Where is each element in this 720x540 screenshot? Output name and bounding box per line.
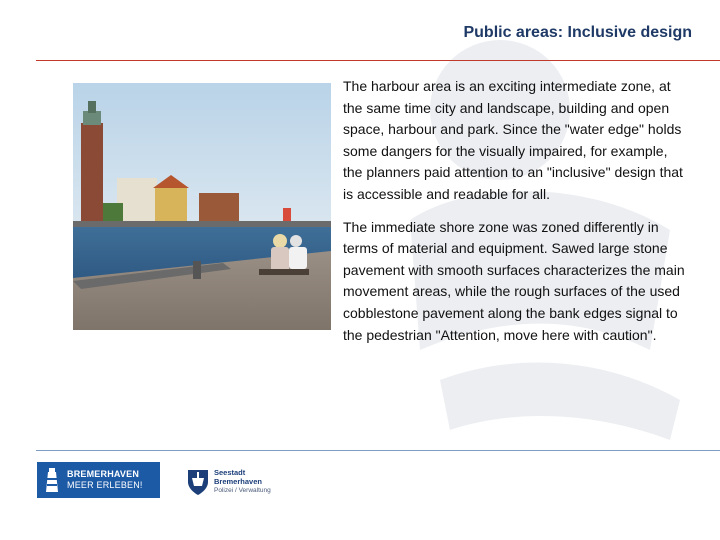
title-divider bbox=[36, 60, 720, 61]
city-logo-line1: Seestadt bbox=[214, 467, 246, 477]
city-crest-icon bbox=[186, 466, 210, 496]
bremerhaven-logo bbox=[37, 462, 160, 498]
seestadt-logo bbox=[186, 464, 276, 498]
harbour-photo bbox=[73, 83, 331, 330]
body-text bbox=[343, 76, 688, 357]
city-logo-line3: Polizei / Verwaltung bbox=[214, 486, 271, 494]
paragraph: The immediate shore zone was zoned differently in terms of material and equipment. Sawed large stone pavement with smooth surfaces characterizes the main movement areas, while the rough surfaces of the used cobblestone pavement along the bank edges signal to the pedestrian "Attention, move here with caution". bbox=[343, 218, 685, 343]
lighthouse-icon bbox=[37, 462, 67, 498]
city-logo-line2: Bremerhaven bbox=[214, 476, 262, 486]
paragraph: The harbour area is an exciting intermediate zone, at the same time city and landscape, building and open space, harbour and park. Since the "water edge" holds some dangers for the visually impaired, for example, the planners paid attention to an "inclusive" design that is accessible and readable for all. bbox=[343, 78, 683, 202]
page-title: Public areas: Inclusive design bbox=[463, 24, 692, 41]
logo-text-line2: MEER ERLEBEN! bbox=[67, 480, 143, 490]
logo-text-line1: BREMERHAVEN bbox=[67, 469, 140, 479]
footer-divider bbox=[36, 450, 720, 451]
